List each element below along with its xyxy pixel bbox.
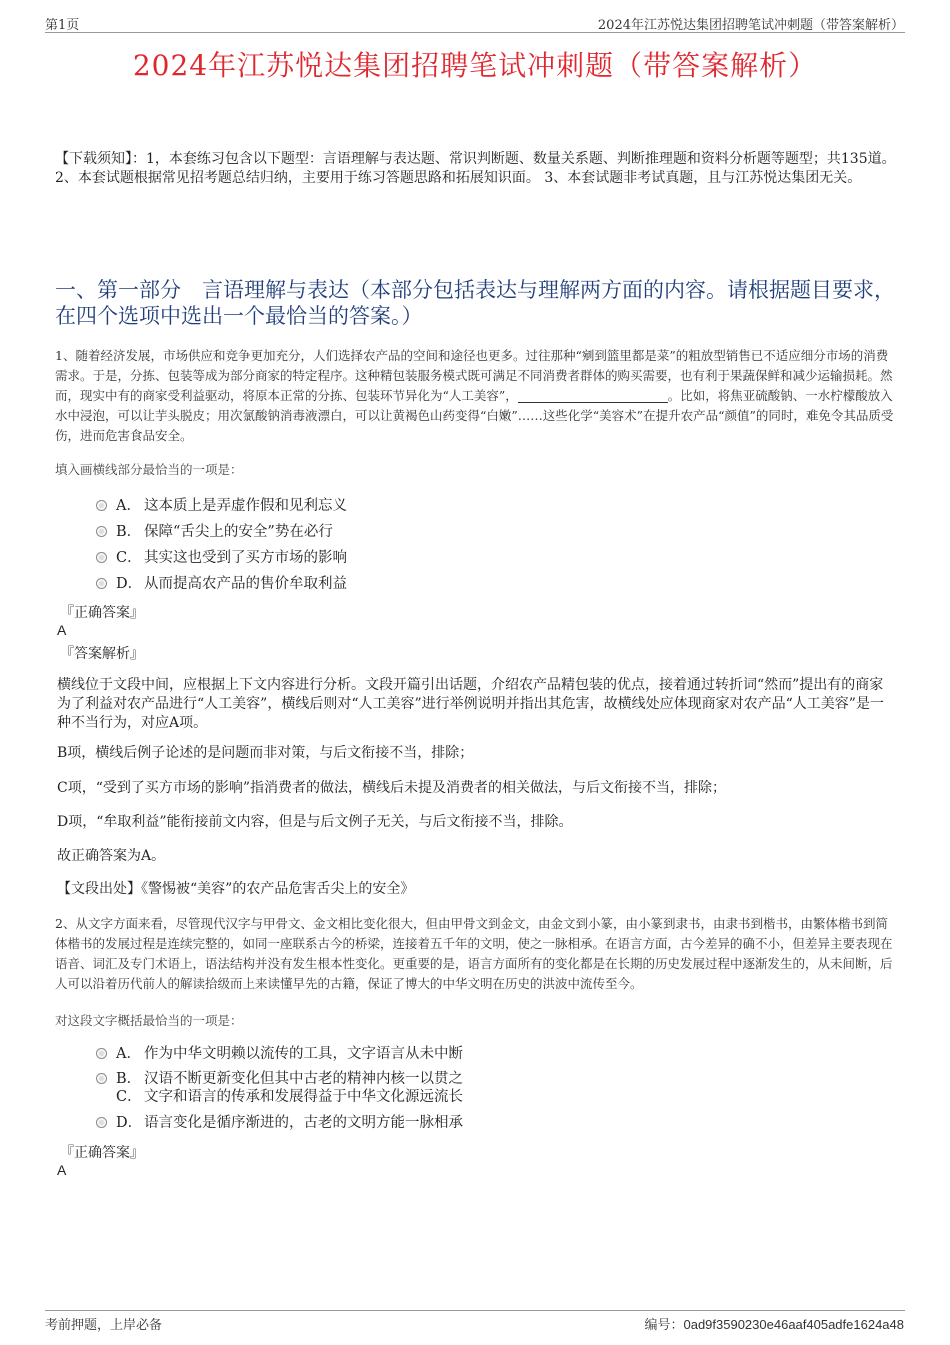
footer-code	[644, 1314, 904, 1333]
header-doc-title: 2024年江苏悦达集团招聘笔试冲刺题（带答案解析）	[597, 18, 904, 33]
question-1-analysis-d: D项，“牟取利益”能衔接前文内容，但是与后文例子无关，与后文衔接不当，排除。	[57, 814, 573, 830]
question-1-analysis-c: C项，“受到了买方市场的影响”指消费者的做法，横线后未提及消费者的相关做法，与后文衔接不当，排除；	[57, 780, 727, 796]
question-1-option-b[interactable]: B． 保障“舌尖上的安全”势在必行	[96, 522, 333, 542]
footer-divider	[45, 1310, 905, 1311]
fill-blank-line[interactable]	[518, 390, 668, 403]
question-2-option-a[interactable]: A． 作为中华文明赖以流传的工具，文字语言从未中断	[96, 1044, 463, 1064]
question-1-prompt: 填入画横线部分最恰当的一项是：	[55, 462, 243, 477]
question-2-answer-label: 『正确答案』	[60, 1145, 144, 1161]
question-1-option-d[interactable]: D． 从而提高农产品的售价牟取利益	[96, 574, 347, 594]
footer-code-value: 0ad9f3590230e46aaf405adfe1624a48	[683, 1317, 904, 1332]
question-1-analysis-main: 横线位于文段中间，应根据上下文内容进行分析。文段开篇引出话题，介绍农产品精包装的优点，接着通过转折词“然而”提出有的商家为了利益对农产品进行“人工美容”，横线后则对“人工美容”进行举例说明并指出其危害，故横线处应体现商家对农产品“人工美容”是一种不当行为，对应A项。	[57, 677, 884, 731]
radio-icon[interactable]	[96, 578, 107, 589]
question-1-option-c[interactable]: C． 其实这也受到了买方市场的影响	[96, 548, 347, 568]
question-2-option-b[interactable]: B． 汉语不断更新变化但其中古老的精神内核一以贯之	[96, 1069, 463, 1089]
question-1-analysis-b: B项，横线后例子论述的是问题而非对策，与后文衔接不当，排除；	[57, 745, 474, 761]
radio-icon[interactable]	[96, 500, 107, 511]
section-heading: 一、第一部分 言语理解与表达（本部分包括表达与理解两方面的内容。请根据题目要求，在四个选项中选出一个最恰当的答案。）	[55, 278, 895, 328]
question-1-analysis-label: 『答案解析』	[60, 646, 144, 662]
radio-icon[interactable]	[96, 1117, 107, 1128]
question-1-option-a[interactable]: A． 这本质上是弄虚作假和见利忘义	[96, 496, 347, 516]
question-1-stem	[55, 346, 900, 446]
question-2-stem: 2、从文字方面来看，尽管现代汉字与甲骨文、金文相比变化很大，但由甲骨文到金文，由金文到小篆，由小篆到隶书，由隶书到楷书，由繁体楷书到简体楷书的发展过程是连续完整的，如同一座联系古今的桥梁，连接着五千年的文明，使之一脉相承。在语言方面，古今差异的确不小，但差异主要表现在语音、词汇及专门术语上，语法结构并没有发生根本性变化。更重要的是，语言方面所有的变化都是在长期的历史发展过程中逐渐发生的，从未间断，后人可以沿着历代前人的解读拾级而上来读懂早先的古籍，保证了博大的中华文明在历史的洪波中流传至今。	[55, 916, 893, 991]
question-2-option-d[interactable]: D． 语言变化是循序渐进的，古老的文明方能一脉相承	[96, 1113, 463, 1133]
question-1-answer-label: 『正确答案』	[60, 605, 144, 621]
radio-icon[interactable]	[96, 1048, 107, 1059]
footer-slogan: 考前押题，上岸必备	[45, 1318, 163, 1333]
radio-icon[interactable]	[96, 552, 107, 563]
download-notice: 【下载须知】：1，本套练习包含以下题型：言语理解与表达题、常识判断题、数量关系题、判断推理题和资料分析题等题型；共135道。 2、本套试题根据常见招考题总结归纳，主要用于练习答题思路和拓展知识面。 3、本套试题非考试真题，且与江苏悦达集团无关。	[55, 151, 896, 186]
page-title: 2024年江苏悦达集团招聘笔试冲刺题（带答案解析）	[132, 49, 818, 82]
question-2-answer: A	[57, 1162, 67, 1178]
footer-code-label: 编号：	[644, 1318, 684, 1333]
header-divider	[45, 32, 905, 33]
page-number: 第1页	[45, 18, 80, 33]
question-1-conclusion: 故正确答案为A。	[57, 848, 166, 864]
radio-icon[interactable]	[96, 526, 107, 537]
question-1-answer: A	[57, 622, 67, 638]
question-1-source: 【文段出处】《警惕被“美容”的农产品危害舌尖上的安全》	[57, 881, 415, 897]
question-1-stem-part2: 。比如，将焦亚硫酸钠、一水柠檬酸放入水中浸泡，可以让芋头脱皮；用次氯酸钠消毒液漂白，可以让黄褐色山药变得“白嫩”……这些化学“美容术”在提升农产品“颜值”的同时，难免令其品质受伤，进而危害食品安全。	[55, 388, 894, 443]
question-2-prompt: 对这段文字概括最恰当的一项是：	[55, 1013, 243, 1028]
question-2-option-c[interactable]: C． 文字和语言的传承和发展得益于中华文化源远流长	[116, 1089, 463, 1105]
question-1-stem-part1: 1、随着经济发展，市场供应和竞争更加充分，人们选择农产品的空间和途径也更多。过往那种“剜到篮里都是菜”的粗放型销售已不适应细分市场的消费需求。于是，分拣、包装等成为部分商家的特定程序。这种精包装服务模式既可满足不同消费者群体的购买需要，也有利于果蔬保鲜和减少运输损耗。然而，现实中有的商家受利益驱动，将原本正常的分拣、包装环节异化为“人工美容”，	[55, 348, 893, 403]
radio-icon[interactable]	[96, 1073, 107, 1084]
